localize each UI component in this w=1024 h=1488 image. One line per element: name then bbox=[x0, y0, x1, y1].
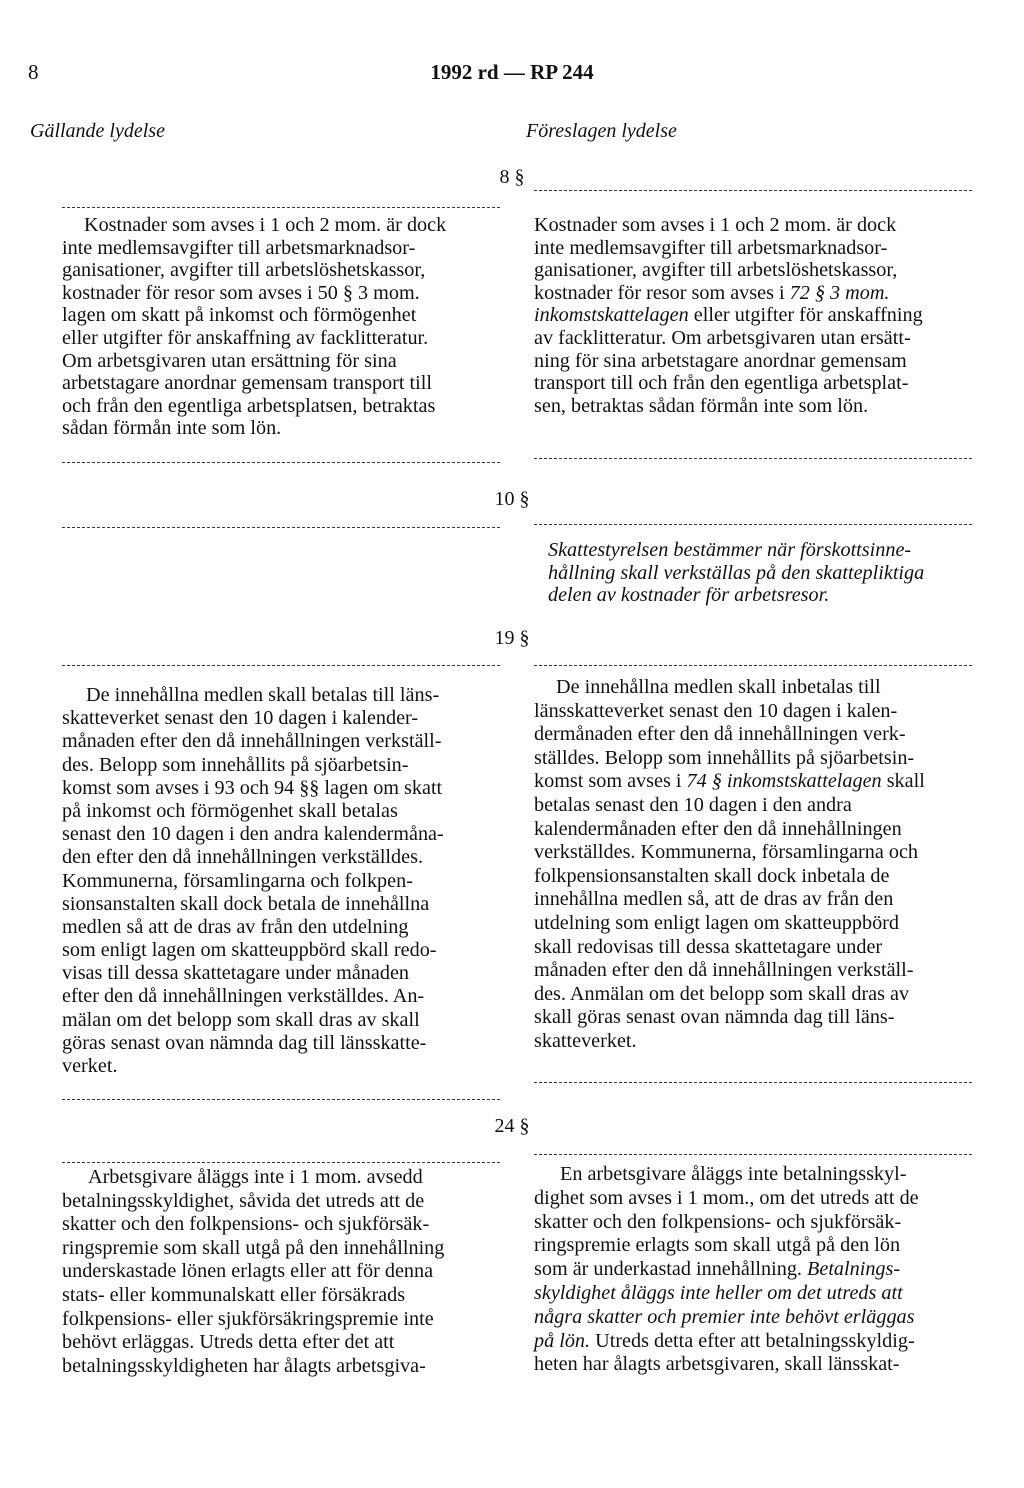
divider bbox=[62, 462, 500, 463]
section-8-proposed-text: Kostnader som avses i 1 och 2 mom. är dock inte medlemsavgifter till arbetsmarknadsor- ganisationer, avgifter till arbetslöshetskassor, kostnader för resor som avses i 72 § 3 mom. inkomstskattelagen eller utgifter för anskaffning av facklitteratur. Om arbetsgivaren utan ersätt- ning för sina arbetstagare anordnar gemensam transport till och från den egentliga arbetsplat- sen, betraktas sådan förmån inte som lön. bbox=[534, 214, 923, 417]
divider bbox=[534, 524, 972, 525]
divider bbox=[534, 665, 972, 666]
running-head: 1992 rd — RP 244 bbox=[430, 60, 594, 84]
divider bbox=[62, 527, 500, 528]
column-heading-proposed: Föreslagen lydelse bbox=[526, 120, 677, 142]
section-19-current-text: De innehållna medlen skall betalas till läns- skatteverket senast den 10 dagen i kalender- månaden efter den då innehållningen verkställ- des. Belopp som innehållits på sjöarbetsin- komst som avses i 93 och 94 §§ lagen om skatt på inkomst och förmögenhet skall betalas senast den 10 dagen i den andra kalendermåna- den efter den då innehållningen verkställdes. Kommunerna, församlingarna och folkpen- sionsanstalten skall dock betala de innehållna medlen så att de dras av från den utdelning som enligt lagen om skatteuppbörd skall redo- visas till dessa skattetagare under månaden efter den då innehållningen verkställdes. An- mälan om det belopp som skall dras av skall göras senast ovan nämnda dag till länsskatte- verket. bbox=[62, 684, 444, 1077]
divider bbox=[534, 458, 972, 459]
section-24-proposed-text: En arbetsgivare åläggs inte betalningsskyl- dighet som avses i 1 mom., om det utreds att de skatter och den folkpensions- och sjukförsäk- ringspremie erlagts som skall utgå på den lön som är underkastad innehållning. Betalnings- skyldighet åläggs inte heller om det utreds att några skatter och premier inte behövt erläggas på lön. Utreds detta efter att betalningsskyldig- heten har ålagts arbetsgivaren, skall länsskat- bbox=[534, 1163, 919, 1376]
divider bbox=[534, 1154, 972, 1155]
section-10-heading: 10 § bbox=[494, 488, 530, 510]
section-24-heading: 24 § bbox=[494, 1115, 530, 1137]
page-number: 8 bbox=[28, 60, 39, 84]
section-19-heading: 19 § bbox=[494, 627, 530, 649]
section-8-heading: 8 § bbox=[499, 166, 525, 188]
divider bbox=[62, 1162, 500, 1163]
section-19-proposed-text: De innehållna medlen skall inbetalas till länsskatteverket senast den 10 dagen i kalen- dermånaden efter den då innehållningen verk- ställdes. Belopp som innehållits på sjöarbetsin- komst som avses i 74 § inkomstskattelagen skall betalas senast den 10 dagen i den andra kalendermånaden efter den då innehållningen verkställdes. Kommunerna, församlingarna och folkpensionsanstalten skall dock inbetala de innehållna medlen så, att de dras av från den utdelning som enligt lagen om skatteuppbörd skall redovisas till dessa skattetagare under månaden efter den då innehållningen verkställ- des. Anmälan om det belopp som skall dras av skall göras senast ovan nämnda dag till läns- skatteverket. bbox=[534, 676, 925, 1052]
divider bbox=[62, 207, 500, 208]
section-24-current-text: Arbetsgivare åläggs inte i 1 mom. avsedd betalningsskyldighet, såvida det utreds att de skatter och den folkpensions- och sjukförsäk- ringspremie som skall utgå på den innehållning underskastade lönen erlagts eller att för denna stats- eller kommunalskatt eller försäkrads folkpensions- eller sjukförsäkringspremie inte behövt erläggas. Utreds detta efter det att betalningsskyldigheten har ålagts arbetsgiva- bbox=[62, 1166, 445, 1377]
divider bbox=[62, 1099, 500, 1100]
divider bbox=[534, 1082, 972, 1083]
section-8-current-text: Kostnader som avses i 1 och 2 mom. är dock inte medlemsavgifter till arbetsmarknadsor- ganisationer, avgifter till arbetslöshetskassor, kostnader för resor som avses i 50 § 3 mom. lagen om skatt på inkomst och förmögenhet eller utgifter för anskaffning av facklitteratur. Om arbetsgivaren utan ersättning för sina arbetstagare anordnar gemensam transport till och från den egentliga arbetsplatsen, betraktas sådan förmån inte som lön. bbox=[62, 214, 447, 440]
section-10-proposed-text: Skattestyrelsen bestämmer när förskottsinne- hållning skall verkställas på den skattepliktiga delen av kostnader för arbetsresor. bbox=[548, 539, 925, 607]
divider bbox=[62, 665, 500, 666]
column-heading-current: Gällande lydelse bbox=[30, 120, 165, 142]
divider bbox=[534, 190, 972, 191]
